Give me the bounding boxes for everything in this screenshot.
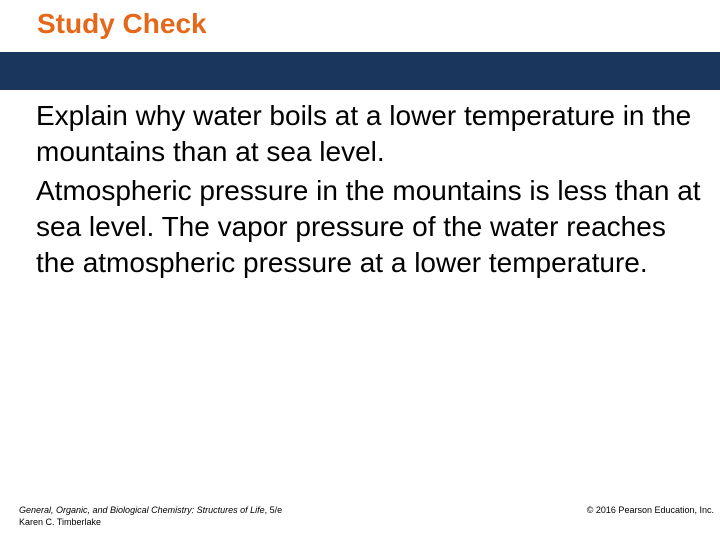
slide-body	[36, 98, 701, 284]
answer-text: Atmospheric pressure in the mountains is less than at sea level. The vapor pressure of the water reaches the atmospheric pressure at a lower temperature.	[36, 175, 701, 278]
footer-citation	[19, 504, 282, 528]
copyright-notice: © 2016 Pearson Education, Inc.	[586, 505, 714, 515]
book-author: Karen C. Timberlake	[19, 517, 102, 527]
header-band	[0, 52, 720, 90]
question-text: Explain why water boils at a lower temperature in the mountains than at sea level.	[36, 100, 692, 167]
slide-title: Study Check	[37, 8, 207, 39]
book-edition: , 5/e	[264, 505, 283, 515]
book-title: General, Organic, and Biological Chemistry: Structures of Life	[19, 505, 265, 515]
